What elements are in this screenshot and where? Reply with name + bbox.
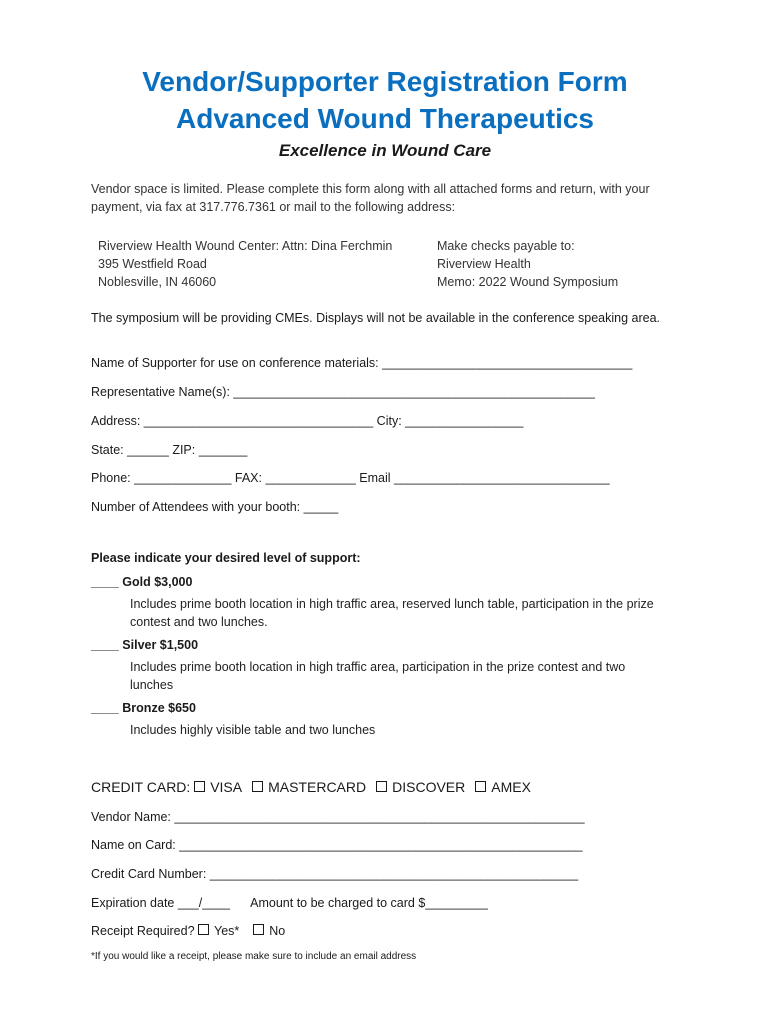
form-title-event: Advanced Wound Therapeutics: [176, 103, 594, 134]
discover-checkbox[interactable]: [376, 781, 387, 792]
check-payable-line: Riverview Health: [437, 257, 531, 271]
check-payable-line: Memo: 2022 Wound Symposium: [437, 275, 619, 289]
charge-amount-field[interactable]: Amount to be charged to card $_________: [250, 896, 488, 910]
mailing-address-line: Noblesville, IN 46060: [98, 275, 217, 289]
mastercard-label: MASTERCARD: [268, 779, 367, 795]
check-payable-info: [437, 237, 618, 291]
expiration-date-field[interactable]: Expiration date ___/____: [91, 896, 230, 910]
mailing-address-line: Riverview Health Wound Center: Attn: Dina Ferchmin: [98, 239, 393, 253]
supporter-name-field[interactable]: Name of Supporter for use on conference materials: ____________________________________: [91, 356, 633, 370]
form-title: Vendor/Supporter Registration Form: [142, 66, 628, 97]
form-subtitle: Excellence in Wound Care: [278, 141, 492, 160]
mastercard-option[interactable]: [252, 779, 366, 795]
bronze-tier-option[interactable]: ____ Bronze $650: [91, 701, 196, 715]
expiration-amount-row: [91, 894, 488, 912]
discover-label: DISCOVER: [392, 779, 466, 795]
intro-paragraph: Vendor space is limited. Please complete this form along with all attached forms and return, with your payment, via fax at 317.776.7361 or mail to the following address:: [91, 182, 650, 214]
amex-checkbox[interactable]: [475, 781, 486, 792]
mailing-address-line: 395 Westfield Road: [98, 257, 207, 271]
visa-option[interactable]: [194, 779, 242, 795]
receipt-no-label: No: [269, 924, 286, 938]
visa-checkbox[interactable]: [194, 781, 205, 792]
receipt-footnote: *If you would like a receipt, please make sure to include an email address: [91, 951, 417, 962]
receipt-required-row: [91, 922, 285, 940]
attendees-count-field[interactable]: Number of Attendees with your booth: _____: [91, 500, 339, 514]
mailing-address: [98, 237, 392, 291]
receipt-yes-checkbox[interactable]: [198, 924, 209, 935]
amex-label: AMEX: [491, 779, 531, 795]
amex-option[interactable]: [475, 779, 531, 795]
bronze-tier-description: Includes highly visible table and two lunches: [130, 723, 376, 737]
gold-tier-description: Includes prime booth location in high traffic area, reserved lunch table, participation in the prize contest and two lunches.: [130, 597, 654, 629]
representative-name-field[interactable]: Representative Name(s): ____________________________________________________: [91, 385, 595, 399]
mastercard-checkbox[interactable]: [252, 781, 263, 792]
phone-fax-email-field[interactable]: Phone: ______________ FAX: _____________ Email _______________________________: [91, 471, 610, 485]
check-payable-line: Make checks payable to:: [437, 239, 575, 253]
discover-option[interactable]: [376, 779, 465, 795]
state-zip-field[interactable]: State: ______ ZIP: _______: [91, 443, 248, 457]
cme-note: The symposium will be providing CMEs. Displays will not be available in the conference speaking area.: [91, 311, 661, 325]
gold-tier-option[interactable]: ____ Gold $3,000: [91, 575, 193, 589]
address-city-field[interactable]: Address: _________________________________ City: _________________: [91, 414, 524, 428]
credit-card-number-field[interactable]: Credit Card Number: _____________________________________________________: [91, 867, 579, 881]
receipt-yes-label: Yes*: [214, 924, 240, 938]
visa-label: VISA: [210, 779, 243, 795]
name-on-card-field[interactable]: Name on Card: __________________________________________________________: [91, 838, 583, 852]
credit-card-label: CREDIT CARD:: [91, 779, 191, 795]
vendor-name-field[interactable]: Vendor Name: ___________________________________________________________: [91, 810, 585, 824]
silver-tier-description: Includes prime booth location in high traffic area, participation in the prize contest and two lunches: [130, 660, 626, 692]
credit-card-type-row: [91, 777, 541, 797]
receipt-no-checkbox[interactable]: [253, 924, 264, 935]
support-level-heading: Please indicate your desired level of support:: [91, 551, 361, 565]
silver-tier-option[interactable]: ____ Silver $1,500: [91, 638, 199, 652]
receipt-required-label: Receipt Required?: [91, 924, 195, 938]
